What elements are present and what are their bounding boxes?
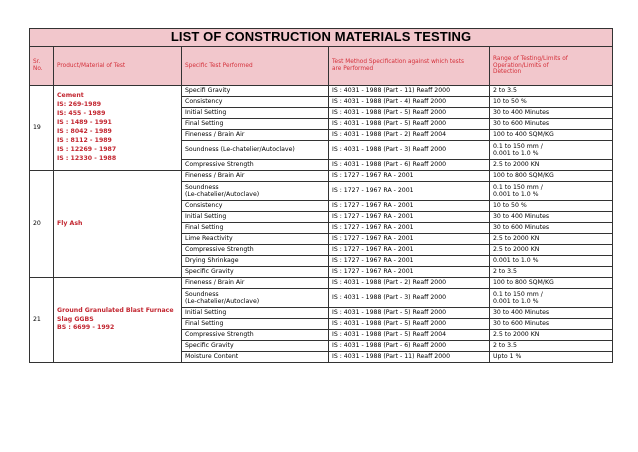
test-line: Moisture Content: [185, 353, 239, 361]
test-line: Consistency: [185, 202, 223, 210]
test-method: IS : 4031 - 1988 (Part - 11) Reaff 2000: [329, 352, 490, 363]
test-line: Initial Setting: [185, 309, 227, 317]
test-name: [182, 201, 329, 212]
test-range: [490, 182, 613, 201]
test-line: Final Setting: [185, 120, 224, 128]
test-line: Specific Gravity: [185, 268, 234, 276]
sr-number: 19: [30, 86, 54, 171]
product-line: IS: 455 - 1989: [57, 110, 106, 118]
test-method: IS : 4031 - 1988 (Part - 5) Reaff 2000: [329, 108, 490, 119]
test-name: [182, 171, 329, 182]
test-range: [490, 319, 613, 330]
table-row: [30, 171, 613, 182]
test-range: [490, 341, 613, 352]
test-line: Drying Shrinkage: [185, 257, 239, 265]
test-line: Fineness / Brain Air: [185, 131, 245, 139]
range-line: Upto 1 %: [493, 353, 522, 361]
test-line: Compressive Strength: [185, 161, 254, 169]
header-row: [30, 47, 613, 86]
header-sr-line: Sr.: [33, 59, 41, 66]
table-title: LIST OF CONSTRUCTION MATERIALS TESTING: [30, 29, 613, 47]
range-line: 30 to 400 Minutes: [493, 309, 550, 317]
sr-number: 20: [30, 171, 54, 278]
test-name: [182, 330, 329, 341]
test-method: IS : 4031 - 1988 (Part - 5) Reaff 2004: [329, 330, 490, 341]
test-line: Soundness (Le-chatelier/Autoclave): [185, 146, 295, 154]
range-line: 30 to 400 Minutes: [493, 213, 550, 221]
product-line: IS : 12330 - 1988: [57, 154, 117, 162]
range-line: 0.1 to 150 mm /: [493, 183, 543, 191]
product-line: IS : 12269 - 1987: [57, 145, 117, 153]
test-method: IS : 4031 - 1988 (Part - 4) Reaff 2000: [329, 97, 490, 108]
test-name: [182, 141, 329, 160]
test-name: [182, 245, 329, 256]
test-range: [490, 86, 613, 97]
test-line: Compressive Strength: [185, 331, 254, 339]
product-line: Fly Ash: [57, 219, 83, 227]
test-range: [490, 267, 613, 278]
header-method-line: are Performed: [332, 66, 374, 72]
test-name: [182, 289, 329, 308]
header-range: [490, 47, 613, 86]
range-line: 2 to 3.5: [493, 87, 517, 95]
range-line: 0.001 to 1.0 %: [493, 298, 539, 305]
test-method: IS : 4031 - 1988 (Part - 5) Reaff 2000: [329, 308, 490, 319]
range-line: 2 to 3.5: [493, 268, 517, 276]
test-name: [182, 119, 329, 130]
test-range: [490, 223, 613, 234]
sr-number: 21: [30, 278, 54, 363]
test-range: [490, 308, 613, 319]
test-range: [490, 352, 613, 363]
test-range: [490, 289, 613, 308]
test-method: IS : 1727 - 1967 RA - 2001: [329, 245, 490, 256]
test-name: [182, 130, 329, 141]
test-name: [182, 352, 329, 363]
range-line: 0.1 to 150 mm /: [493, 142, 543, 150]
test-range: [490, 108, 613, 119]
test-method: IS : 1727 - 1967 RA - 2001: [329, 182, 490, 201]
range-line: 30 to 600 Minutes: [493, 224, 550, 232]
test-method: IS : 1727 - 1967 RA - 2001: [329, 256, 490, 267]
test-line: (Le-chatelier/Autoclave): [185, 191, 260, 198]
product-name: [54, 171, 182, 278]
test-method: IS : 1727 - 1967 RA - 2001: [329, 171, 490, 182]
header-product: Product/Material of Test: [54, 47, 182, 86]
test-line: Final Setting: [185, 224, 224, 232]
test-method: IS : 4031 - 1988 (Part - 5) Reaff 2000: [329, 119, 490, 130]
test-range: [490, 171, 613, 182]
test-method: IS : 4031 - 1988 (Part - 2) Reaff 2000: [329, 278, 490, 289]
test-name: [182, 86, 329, 97]
test-range: [490, 97, 613, 108]
test-line: Final Setting: [185, 320, 224, 328]
range-line: 100 to 800 SQM/KG: [493, 279, 554, 287]
range-line: 100 to 800 SQM/KG: [493, 172, 554, 180]
test-name: [182, 256, 329, 267]
product-line: IS : 8042 - 1989: [57, 128, 112, 135]
test-line: Soundness: [185, 183, 219, 191]
range-line: 2.5 to 2000 KN: [493, 246, 540, 254]
header-sr-line: No.: [33, 66, 43, 72]
product-line: BS : 6699 - 1992: [57, 324, 115, 332]
test-method: IS : 1727 - 1967 RA - 2001: [329, 234, 490, 245]
product-line: Slag GGBS: [57, 315, 94, 323]
range-line: 0.001 to 1.0 %: [493, 150, 539, 157]
range-line: 10 to 50 %: [493, 98, 527, 106]
range-line: 2.5 to 2000 KN: [493, 235, 540, 243]
test-range: [490, 256, 613, 267]
range-line: 0.001 to 1.0 %: [493, 191, 539, 198]
test-method: IS : 4031 - 1988 (Part - 11) Reaff 2000: [329, 86, 490, 97]
range-line: 30 to 600 Minutes: [493, 320, 550, 328]
range-line: 10 to 50 %: [493, 202, 527, 210]
test-range: [490, 201, 613, 212]
test-method: IS : 1727 - 1967 RA - 2001: [329, 223, 490, 234]
range-line: 0.1 to 150 mm /: [493, 290, 543, 298]
test-range: [490, 245, 613, 256]
test-line: Fineness / Brain Air: [185, 172, 245, 180]
test-name: [182, 341, 329, 352]
range-line: 2 to 3.5: [493, 342, 517, 350]
header-range-line: Detection: [493, 69, 522, 76]
test-method: IS : 1727 - 1967 RA - 2001: [329, 267, 490, 278]
test-method: IS : 4031 - 1988 (Part - 5) Reaff 2000: [329, 319, 490, 330]
test-name: [182, 234, 329, 245]
test-range: [490, 212, 613, 223]
test-name: [182, 97, 329, 108]
test-name: [182, 212, 329, 223]
table-row: [30, 86, 613, 97]
header-specific-test: Specific Test Performed: [182, 47, 329, 86]
test-range: [490, 234, 613, 245]
header-test-method: [329, 47, 490, 86]
test-line: Initial Setting: [185, 109, 227, 117]
table-row: [30, 278, 613, 289]
range-line: 30 to 400 Minutes: [493, 109, 550, 117]
test-name: [182, 308, 329, 319]
test-name: [182, 160, 329, 171]
test-line: Compressive Strength: [185, 246, 254, 254]
test-name: [182, 319, 329, 330]
test-method: IS : 1727 - 1967 RA - 2001: [329, 212, 490, 223]
test-line: (Le-chatelier/Autoclave): [185, 298, 260, 305]
range-line: 0.001 to 1.0 %: [493, 257, 539, 265]
test-line: Fineness / Brain Air: [185, 279, 245, 287]
product-line: Cement: [57, 92, 84, 100]
product-line: Ground Granulated Blast Furnace: [57, 306, 174, 314]
test-name: [182, 223, 329, 234]
test-name: [182, 108, 329, 119]
test-method: IS : 4031 - 1988 (Part - 3) Reaff 2000: [329, 289, 490, 308]
range-line: 2.5 to 2000 KN: [493, 331, 540, 339]
product-line: IS : 1489 - 1991: [57, 119, 112, 127]
test-line: Soundness: [185, 290, 219, 298]
test-method: IS : 4031 - 1988 (Part - 2) Reaff 2004: [329, 130, 490, 141]
header-method-line: Test Method Specification against which tests: [332, 59, 464, 66]
range-line: 30 to 600 Minutes: [493, 120, 550, 128]
test-line: Lime Reactivity: [185, 235, 233, 243]
product-line: IS: 269-1989: [57, 101, 102, 109]
test-line: Specifi Gravity: [185, 87, 231, 95]
product-line: IS : 8112 - 1989: [57, 136, 112, 144]
test-line: Specific Gravity: [185, 342, 234, 350]
test-range: [490, 130, 613, 141]
header-range-line: Operation/Limits of: [493, 62, 549, 69]
header-sr-no: [30, 47, 54, 86]
test-method: IS : 4031 - 1988 (Part - 3) Reaff 2000: [329, 141, 490, 160]
test-method: IS : 4031 - 1988 (Part - 6) Reaff 2000: [329, 160, 490, 171]
test-range: [490, 119, 613, 130]
test-line: Initial Setting: [185, 213, 227, 221]
test-range: [490, 278, 613, 289]
test-range: [490, 141, 613, 160]
test-range: [490, 330, 613, 341]
test-name: [182, 182, 329, 201]
range-line: 100 to 400 SQM/KG: [493, 131, 554, 139]
test-range: [490, 160, 613, 171]
range-line: 2.5 to 2000 KN: [493, 161, 540, 169]
materials-testing-table: [29, 28, 613, 363]
header-range-line: Range of Testing/Limits of: [493, 56, 568, 63]
test-method: IS : 4031 - 1988 (Part - 6) Reaff 2000: [329, 341, 490, 352]
test-method: IS : 1727 - 1967 RA - 2001: [329, 201, 490, 212]
test-name: [182, 267, 329, 278]
test-line: Consistency: [185, 98, 223, 106]
product-name: [54, 86, 182, 171]
product-name: [54, 278, 182, 363]
test-name: [182, 278, 329, 289]
